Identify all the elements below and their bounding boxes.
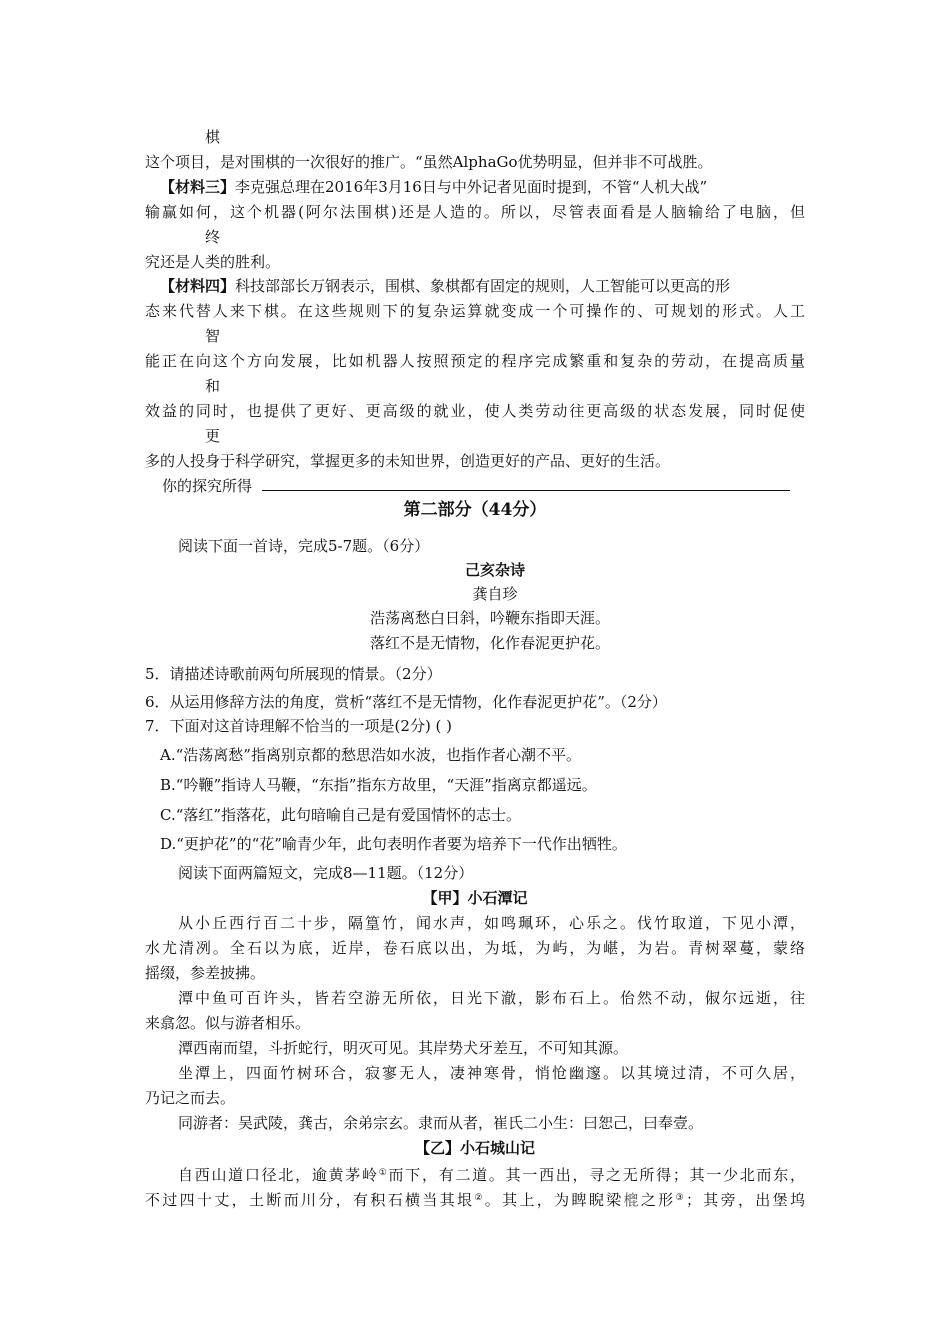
text-line: 究还是人类的胜利。 (145, 253, 281, 271)
wrapped-char: 终 (205, 228, 221, 246)
wrapped-char: 和 (205, 377, 221, 395)
passage-line (145, 1188, 805, 1210)
wrapped-char: 智 (205, 327, 221, 345)
text-span: ；其旁，出堡坞 (685, 1191, 805, 1209)
text-span: 而下，有二道。其一西出，寻之无所得；其一少北而东， (388, 1166, 805, 1184)
instruction: 阅读下面一首诗，完成5-7题。（6分） (178, 537, 430, 555)
text-line: 输赢如何，这个机器(阿尔法围棋)还是人造的。所以，尽管表面看是人脑输给了电脑，但 (145, 203, 805, 221)
poem-title: 己亥杂诗 (464, 561, 525, 579)
text-line: 效益的同时，也提供了更好、更高级的就业，使人类劳动往更高级的状态发展，同时促使 (145, 402, 805, 420)
text-span: 。其上，为睥睨梁 (484, 1191, 624, 1209)
material-tag: 【材料三】 (160, 178, 236, 196)
instruction: 阅读下面两篇短文，完成8—11题。（12分） (178, 864, 474, 882)
footnote-marker: ③ (675, 1193, 686, 1203)
wrapped-char: 更 (205, 427, 221, 445)
option-b: B.“吟鞭”指诗人马鞭，“东指”指东方故里，“天涯”指离京都遥远。 (160, 776, 597, 794)
material-four-line (145, 276, 805, 296)
option-c: C.“落红”指落花，此句暗喻自己是有爱国情怀的志士。 (160, 806, 522, 824)
section-heading: 第二部分（44分） (403, 500, 547, 520)
text-line: 多的人投身于科学研究，掌握更多的未知世界，创造更好的产品、更好的生活。 (145, 452, 671, 470)
option-d: D.“更护花”的“花”喻青少年，此句表明作者要为培养下一代作出牺牲。 (160, 835, 627, 853)
material-three-line (145, 177, 805, 197)
passage-line: 水尤清冽。全石以为底，近岸，卷石底以出，为坻，为屿，为嵁，为岩。青树翠蔓，蒙络 (145, 939, 805, 957)
text-span: 科技部部长万钢表示，围棋、象棋都有固定的规则，人工智能可以更高的形 (235, 277, 731, 295)
passage-title: 【甲】小石潭记 (422, 889, 528, 907)
text-span: 李克强总理在2016年3月16日与中外记者见面时提到，不管“人机大战” (235, 178, 708, 196)
text-line: 态来代替人来下棋。在这些规则下的复杂运算就变成一个可操作的、可规划的形式。人工 (145, 302, 805, 320)
text-span: 自西山道口径北，逾黄茅岭 (178, 1166, 379, 1184)
text-span: 不过四十丈，土断而川分，有积石横当其垠 (145, 1191, 475, 1209)
question-6: 6．从运用修辞方法的角度，赏析“落红不是无情物，化作春泥更护花”。（2分） (145, 693, 667, 711)
text-line: 能正在向这个方向发展，比如机器人按照预定的程序完成繁重和复杂的劳动，在提高质量 (145, 352, 805, 370)
poem-line: 落红不是无情物，化作春泥更护花。 (369, 634, 610, 652)
question-5: 5．请描述诗歌前两句所展现的情景。（2分） (145, 665, 442, 683)
passage-line: 潭中鱼可百许头，皆若空游无所依，日光下澈，影布石上。佁然不动，俶尔远逝，往 (178, 989, 805, 1007)
text-span: 之形 (640, 1191, 676, 1209)
passage-line: 来翕忽。似与游者相乐。 (145, 1014, 311, 1032)
passage-line: 潭西南而望，斗折蛇行，明灭可见。其岸势犬牙差互，不可知其源。 (178, 1039, 629, 1057)
poem-author: 龚自珍 (472, 585, 518, 603)
question-7: 7．下面对这首诗理解不恰当的一项是(2分) ( ) (145, 717, 453, 735)
answer-blank[interactable] (262, 490, 790, 491)
passage-line (178, 1163, 805, 1185)
passage-line: 乃记之而去。 (145, 1089, 236, 1107)
footnote-marker: ② (474, 1193, 485, 1203)
wrapped-char: 棋 (205, 128, 221, 146)
passage-line: 坐潭上，四面竹树环合，寂寥无人，凄神寒骨，悄怆幽邃。以其境过清，不可久居， (178, 1064, 805, 1082)
passage-line: 摇缀，参差披拂。 (145, 964, 266, 982)
material-tag: 【材料四】 (160, 277, 236, 295)
rare-character: 㮰 (623, 1191, 641, 1209)
poem-line: 浩荡离愁白日斜，吟鞭东指即天涯。 (369, 609, 610, 627)
footnote-marker: ① (378, 1168, 389, 1178)
passage-title: 【乙】小石城山记 (414, 1139, 535, 1157)
option-a: A.“浩荡离愁”指离别京都的愁思浩如水波，也指作者心潮不平。 (160, 746, 581, 764)
passage-line: 同游者：吴武陵，龚古，余弟宗玄。隶而从者，崔氏二小生：曰恕己，曰奉壹。 (178, 1114, 704, 1132)
explore-label: 你的探究所得 (162, 477, 253, 495)
passage-line: 从小丘西行百二十步，隔篁竹，闻水声，如鸣珮环，心乐之。伐竹取道，下见小潭， (178, 914, 805, 932)
text-line: 这个项目，是对围棋的一次很好的推广。“虽然AlphaGo优势明显，但并非不可战胜。 (145, 153, 713, 171)
